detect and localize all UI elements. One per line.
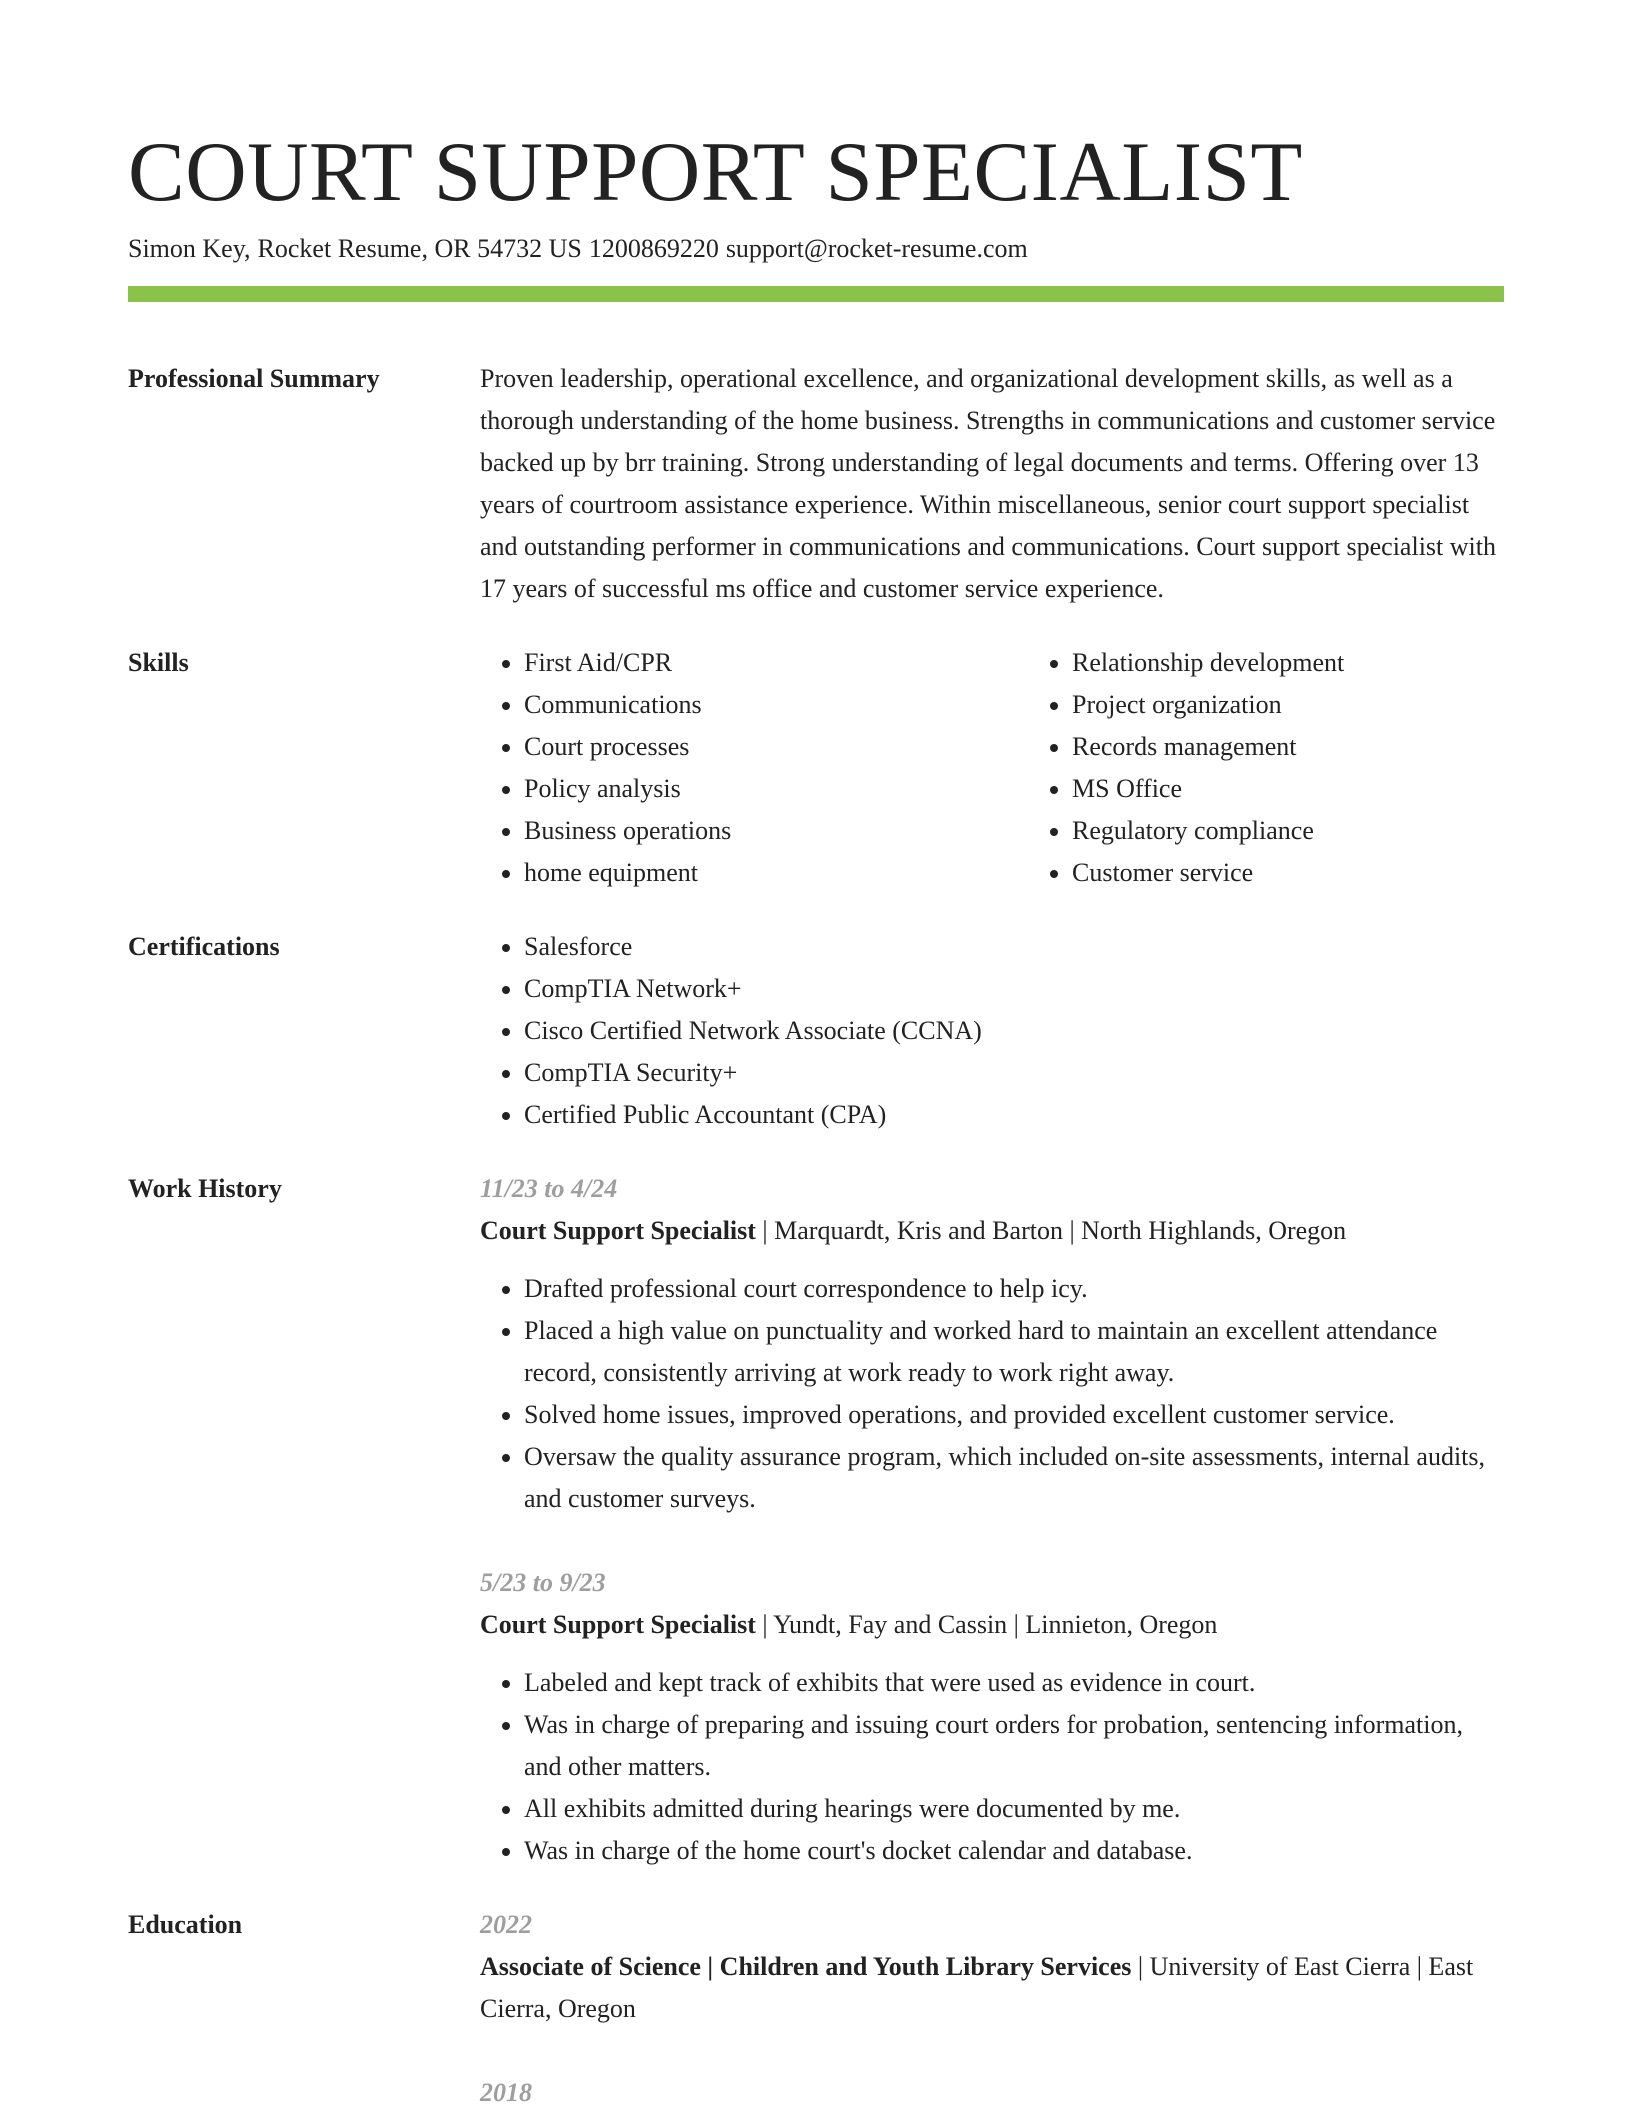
list-item: • Oversaw the quality assurance program, which included on-site assessments, internal audits, and customer surveys. [524,1436,1504,1520]
education-year: 2022 [480,1910,532,1939]
section-label-education: Education [128,1910,243,1939]
list-item: • Business operations [524,810,1028,852]
list-item: • Was in charge of preparing and issuing court orders for probation, sentencing information, and other matters. [524,1704,1504,1788]
education-section [128,1904,1504,2114]
list-item: • CompTIA Security+ [524,1052,1504,1094]
list-item: • Communications [524,684,1028,726]
summary-section [128,358,1504,610]
accent-divider [128,286,1504,302]
list-item: • Drafted professional court correspondence to help icy. [524,1268,1504,1310]
job-dates: 5/23 to 9/23 [480,1568,606,1597]
education-entry [480,1904,1504,2030]
list-item: • Records management [1072,726,1576,768]
list-item: • home equipment [524,852,1028,894]
section-label-certifications: Certifications [128,932,280,961]
list-item: • Regulatory compliance [1072,810,1576,852]
education-details: | University of East Cierra | East Cierra, Oregon [480,1952,1474,2023]
job-details: | Yundt, Fay and Cassin | Linnieton, Oregon [755,1610,1218,1639]
section-label-summary: Professional Summary [128,364,380,393]
summary-text: Proven leadership, operational excellence, and organizational development skills, as well as a thorough understanding of the home business. Strengths in communications and customer service backed up by brr training. Strong understanding of legal documents and terms. Offering over 13 years of courtroom assistance experience. Within miscellaneous, senior court support specialist and outstanding performer in communications and communications. Court support specialist with 17 years of successful ms office and customer service experience. [480,364,1496,603]
job-bullets [480,1268,1504,1520]
list-item: • Cisco Certified Network Associate (CCNA) [524,1010,1504,1052]
list-item: • Policy analysis [524,768,1028,810]
contact-person: Simon Key, [128,234,251,263]
job-title: Court Support Specialist [480,1610,756,1639]
list-item: • Salesforce [524,926,1504,968]
education-degree: Associate of Science | Children and Youth Library Services [480,1952,1132,1981]
list-item: • All exhibits admitted during hearings were documented by me. [524,1788,1504,1830]
job-role-line [480,1604,1504,1646]
section-label-skills: Skills [128,648,189,677]
list-item: • CompTIA Network+ [524,968,1504,1010]
certifications-list [480,926,1504,1136]
resume-title: COURT SUPPORT SPECIALIST [128,125,1303,219]
list-item: • Relationship development [1072,642,1576,684]
certifications-section [128,926,1504,1136]
contact-email[interactable]: support@rocket-resume.com [725,234,1028,263]
list-item: • Solved home issues, improved operations, and provided excellent customer service. [524,1394,1504,1436]
job-details: | Marquardt, Kris and Barton | North Highlands, Oregon [755,1216,1347,1245]
skills-section [128,642,1504,894]
list-item: • Certified Public Accountant (CPA) [524,1094,1504,1136]
job-entry [480,1168,1504,1520]
work-history-section [128,1168,1504,1872]
list-item: • First Aid/CPR [524,642,1028,684]
list-item: • Labeled and kept track of exhibits that were used as evidence in court. [524,1662,1504,1704]
job-role-line [480,1210,1504,1252]
job-title: Court Support Specialist [480,1216,756,1245]
list-item: • Was in charge of the home court's docket calendar and database. [524,1830,1504,1872]
contact-phone: 1200869220 [588,234,719,263]
skills-list-right [1028,642,1576,894]
education-year: 2018 [480,2078,532,2107]
contact-line [128,231,1504,267]
skills-list-left [480,642,1028,894]
education-degree-line [480,1946,1504,2030]
education-entry [480,2072,1504,2114]
job-dates: 11/23 to 4/24 [480,1174,618,1203]
list-item: • Court processes [524,726,1028,768]
job-bullets [480,1662,1504,1872]
resume-page [128,0,1504,2114]
section-label-work: Work History [128,1174,282,1203]
list-item: • Customer service [1072,852,1576,894]
list-item: • Placed a high value on punctuality and worked hard to maintain an excellent attendance record, consistently arriving at work ready to work right away. [524,1310,1504,1394]
list-item: • MS Office [1072,768,1576,810]
contact-location: Rocket Resume, OR 54732 US [257,234,582,263]
list-item: • Project organization [1072,684,1576,726]
job-entry [480,1562,1504,1872]
